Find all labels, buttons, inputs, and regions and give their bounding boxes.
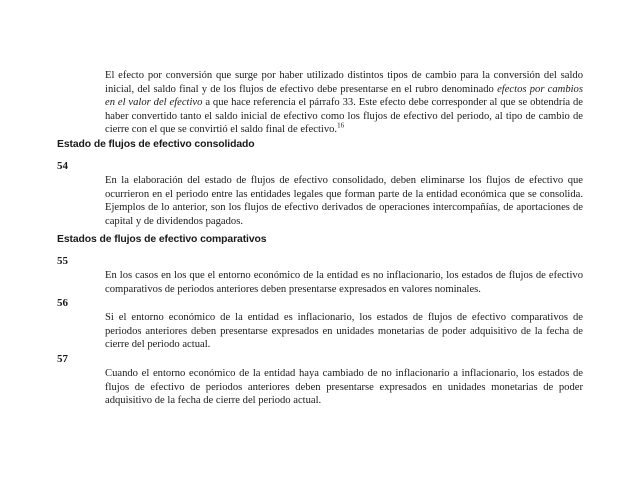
intro-text-part2: a que hace referencia el párrafo 33. Este efecto debe corresponder al que se obtendría de haber convertido tanto el saldo inicial de efectivo como los flujos de efectivo del periodo, al tipo de cambio de cierre con el que se convirtió el saldo final de efectivo. [105,97,583,136]
paragraph-54-text: En la elaboración del estado de flujos de efectivo consolidado, deben eliminarse los flujos de efectivo que ocurrieron en el periodo entre las entidades legales que forman parte de la entidad económica que se consolida. Ejemplos de lo anterior, son los flujos de efectivo derivados de operaciones intercompañías, de aportaciones de capital y de dividendos pagados. [105,175,583,227]
intro-paragraph [105,69,583,137]
paragraph-number-56: 56 [57,297,68,309]
intro-text-part1: El efecto por conversión que surge por haber utilizado distintos tipos de cambio para la conversión del saldo inicial, del saldo final y de los flujos de efectivo debe presentarse en el rubro denominado [105,70,583,95]
paragraph-number-57: 57 [57,353,68,365]
paragraph-57-text: Cuando el entorno económico de la entidad haya cambiado de no inflacionario a inflacionario, los estados de flujos de efectivo de periodos anteriores deben presentarse expresados en unidades monetarias de poder adquisitivo de la fecha de cierre del periodo actual. [105,368,583,407]
paragraph-55-text: En los casos en los que el entorno económico de la entidad es no inflacionario, los estados de flujos de efectivo comparativos de periodos anteriores deben presentarse expresados en valores nominales. [105,270,583,295]
paragraph-56-text: Si el entorno económico de la entidad es inflacionario, los estados de flujos de efectivo comparativos de periodos anteriores deben presentarse expresados en unidades monetarias de poder adquisitivo de la fecha de cierre del periodo actual. [105,312,583,351]
section-heading-consolidated: Estado de flujos de efectivo consolidado [57,139,255,150]
footnote-reference: 16 [337,121,345,130]
paragraph-number-55: 55 [57,255,68,267]
intro-italic-term: efectos por cambios en el valor del efectivo [105,83,583,109]
paragraph-number-54: 54 [57,160,68,172]
section-heading-comparative: Estados de flujos de efectivo comparativos [57,234,267,245]
